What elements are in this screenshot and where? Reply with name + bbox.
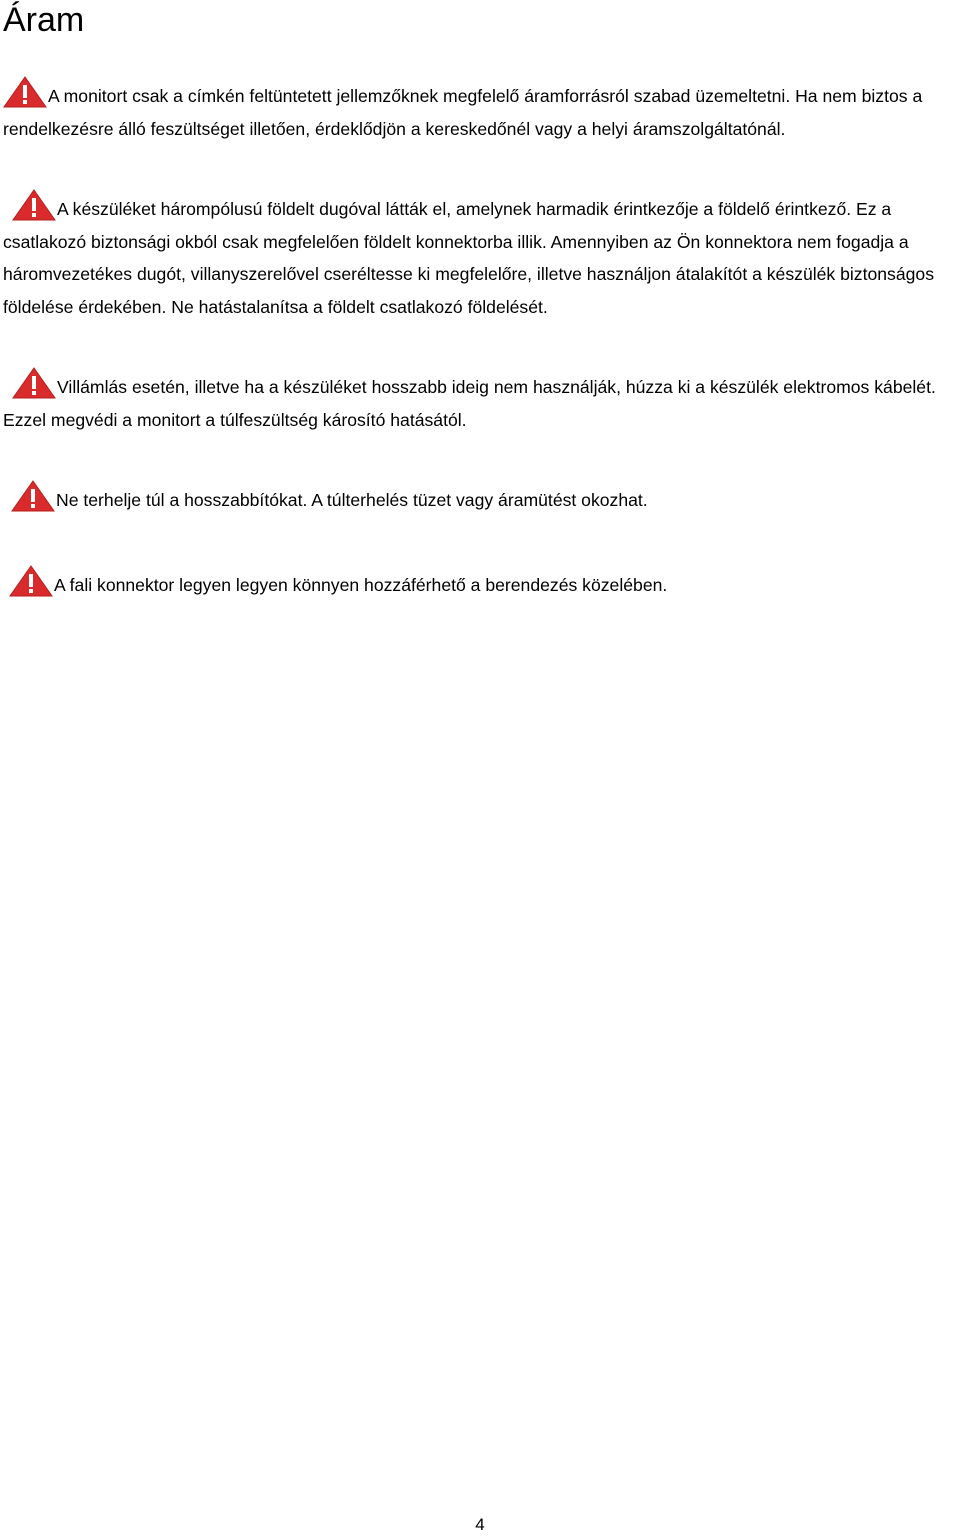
warning-icon (11, 480, 55, 512)
warning-paragraph-2 (3, 189, 960, 323)
warning-icon (3, 76, 47, 108)
warning-text: Villámlás esetén, illetve ha a készüléket hosszabb ideig nem használják, húzza ki a készülék elektromos kábelét. Ezzel megvédi a monitort a túlfeszültség károsító hatásától. (3, 377, 936, 430)
warning-paragraph-3 (3, 367, 960, 436)
warning-paragraph-4 (3, 480, 960, 517)
warning-text: A monitort csak a címkén feltüntetett jellemzőknek megfelelő áramforrásról szabad üzemeltetni. Ha nem biztos a rendelkezésre álló feszültséget illetően, érdeklődjön a kereskedőnél vagy a helyi áramszolgáltatónál. (3, 86, 923, 139)
warning-text: Ne terhelje túl a hosszabbítókat. A túlterhelés tüzet vagy áramütést okozhat. (56, 490, 648, 510)
warning-icon (12, 367, 56, 399)
warning-paragraph-5 (3, 565, 960, 602)
warning-paragraph-1 (3, 76, 960, 145)
warning-icon (12, 189, 56, 221)
page-title: Áram (3, 1, 85, 39)
page-number: 4 (475, 1515, 485, 1534)
warning-icon (9, 565, 53, 597)
warning-text: A fali konnektor legyen legyen könnyen hozzáférhető a berendezés közelében. (54, 575, 668, 595)
warning-text: A készüléket hárompólusú földelt dugóval látták el, amelynek harmadik érintkezője a földelő érintkező. Ez a csatlakozó biztonsági okból csak megfelelően földelt konnektorba illik. Amennyiben az Ön konnektora nem fogadja a háromvezetékes dugót, villanyszerelővel cseréltesse ki megfelelőre, illetve használjon átalakítót a készülék biztonságos földelése érdekében. Ne hatástalanítsa a földelt csatlakozó földelését. (3, 199, 934, 317)
